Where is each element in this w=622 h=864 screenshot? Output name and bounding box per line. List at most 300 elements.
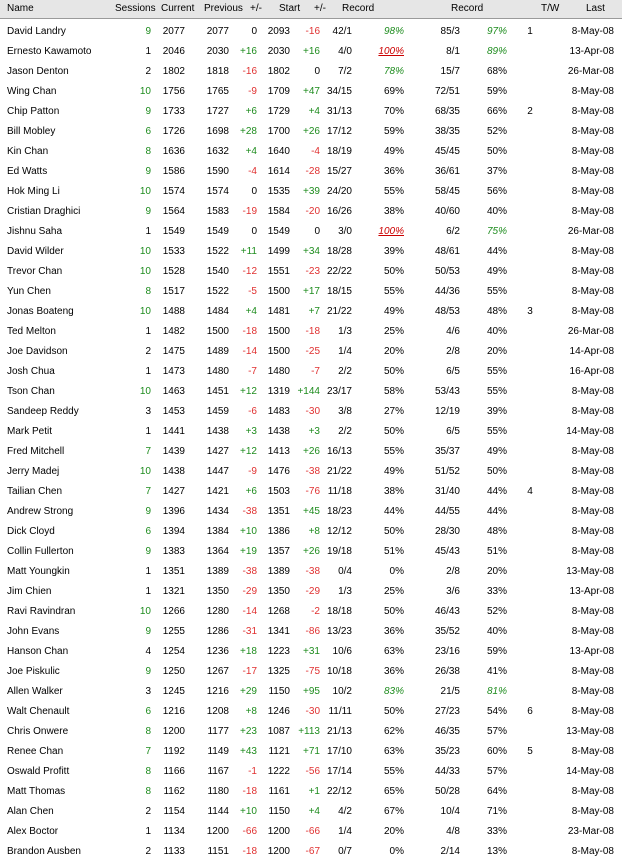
delta-cell: -7 [248,366,257,377]
table-row[interactable] [0,842,622,862]
overall-pct-cell: 44% [486,506,507,517]
delta-start-cell: -67 [305,846,320,857]
previous-rating-cell: 1350 [206,586,229,597]
start-rating-cell: 1357 [267,546,290,557]
table-row[interactable] [0,462,622,482]
sessions-cell: 7 [145,746,151,757]
current-rating-cell: 1756 [162,86,185,97]
overall-record-cell: 28/30 [434,526,460,537]
table-row[interactable] [0,542,622,562]
record-cell: 21/22 [326,466,352,477]
record-cell: 2/2 [338,366,352,377]
record-pct-cell: 50% [383,366,404,377]
current-rating-cell: 1802 [162,66,185,77]
sessions-cell: 4 [145,646,151,657]
last-played-cell: 8-May-08 [571,26,614,37]
record-cell: 3/8 [338,406,352,417]
previous-rating-cell: 1364 [206,546,229,557]
delta-cell: -6 [248,406,257,417]
player-name: Walt Chenault [7,706,70,717]
overall-record-cell: 8/1 [446,46,460,57]
player-name: Ravi Ravindran [7,606,76,617]
overall-pct-cell: 55% [486,286,507,297]
player-name: Ernesto Kawamoto [7,46,92,57]
col-header-tw[interactable]: T/W [541,3,560,14]
table-row[interactable] [0,682,622,702]
table-row[interactable] [0,562,622,582]
delta-cell: -66 [242,826,257,837]
tw-cell: 3 [527,306,533,317]
last-played-cell: 8-May-08 [571,306,614,317]
last-played-cell: 14-May-08 [566,766,614,777]
table-row[interactable] [0,702,622,722]
player-name: Cristian Draghici [7,206,81,217]
overall-pct-cell: 49% [486,266,507,277]
start-rating-cell: 1481 [267,306,290,317]
delta-start-cell: +7 [308,306,320,317]
table-row[interactable] [0,282,622,302]
last-played-cell: 8-May-08 [571,446,614,457]
table-row[interactable] [0,722,622,742]
table-row[interactable] [0,602,622,622]
overall-record-cell: 50/53 [434,266,460,277]
previous-rating-cell: 1540 [206,266,229,277]
player-name: Ed Watts [7,166,48,177]
overall-pct-cell: 41% [486,666,507,677]
col-header-name[interactable]: Name [7,3,34,14]
player-name: Jason Denton [7,66,69,77]
record-pct-cell: 38% [383,486,404,497]
record-cell: 34/15 [326,86,352,97]
overall-pct-cell: 52% [486,126,507,137]
current-rating-cell: 1255 [162,626,185,637]
overall-pct-cell: 37% [486,166,507,177]
tw-cell: 6 [527,706,533,717]
delta-start-cell: -4 [311,146,320,157]
overall-pct-cell: 81% [486,686,507,697]
table-row[interactable] [0,182,622,202]
player-name: David Landry [7,26,66,37]
delta-start-cell: 0 [314,66,320,77]
previous-rating-cell: 1765 [206,86,229,97]
last-played-cell: 26-Mar-08 [567,326,614,337]
last-played-cell: 8-May-08 [571,126,614,137]
current-rating-cell: 1574 [162,186,185,197]
current-rating-cell: 1133 [163,846,185,857]
record-pct-cell: 98% [383,26,404,37]
start-rating-cell: 1500 [267,346,290,357]
table-row[interactable] [0,822,622,842]
col-header-record[interactable]: Record [342,3,375,14]
player-name: Joe Piskulic [7,666,60,677]
current-rating-cell: 2046 [162,46,185,57]
col-header-delta-start[interactable]: +/- [314,3,326,14]
player-name: Hanson Chan [7,646,69,657]
table-row[interactable] [0,222,622,242]
delta-cell: +12 [240,446,257,457]
start-rating-cell: 1350 [267,586,290,597]
delta-start-cell: -66 [305,826,320,837]
previous-rating-cell: 1149 [207,746,229,757]
table-row[interactable] [0,522,622,542]
last-played-cell: 8-May-08 [571,506,614,517]
last-played-cell: 8-May-08 [571,266,614,277]
overall-record-cell: 6/5 [446,426,460,437]
overall-record-cell: 2/8 [446,346,460,357]
overall-record-cell: 85/3 [440,26,460,37]
start-rating-cell: 1246 [267,706,290,717]
overall-pct-cell: 49% [486,446,507,457]
last-played-cell: 8-May-08 [571,706,614,717]
table-row[interactable] [0,802,622,822]
col-header-last[interactable]: Last [586,3,605,14]
start-rating-cell: 1476 [267,466,290,477]
last-played-cell: 16-Apr-08 [569,366,614,377]
table-row[interactable] [0,22,622,42]
sessions-cell: 10 [139,466,151,477]
record-cell: 42/1 [332,26,352,37]
overall-pct-cell: 20% [486,566,507,577]
overall-pct-cell: 40% [486,206,507,217]
overall-record-cell: 35/52 [434,626,460,637]
overall-pct-cell: 68% [486,66,507,77]
sessions-cell: 8 [145,726,151,737]
table-row[interactable] [0,302,622,322]
table-row[interactable] [0,382,622,402]
record-cell: 17/10 [326,746,352,757]
delta-cell: -4 [248,166,257,177]
current-rating-cell: 1134 [163,826,185,837]
last-played-cell: 8-May-08 [571,686,614,697]
table-row[interactable] [0,362,622,382]
record-pct-cell: 55% [383,186,404,197]
record-cell: 18/28 [326,246,352,257]
player-name: Jerry Madej [7,466,60,477]
overall-record-cell: 2/14 [440,846,460,857]
last-played-cell: 13-May-08 [566,566,614,577]
player-name: Matt Youngkin [7,566,70,577]
last-played-cell: 8-May-08 [571,486,614,497]
table-row[interactable] [0,582,622,602]
delta-cell: 0 [251,26,257,37]
overall-record-cell: 3/6 [446,586,460,597]
last-played-cell: 13-Apr-08 [569,646,614,657]
table-row[interactable] [0,622,622,642]
start-rating-cell: 1480 [267,366,290,377]
col-header-current[interactable]: Current [161,3,195,14]
previous-rating-cell: 1500 [206,326,229,337]
player-name: Josh Chua [7,366,55,377]
delta-start-cell: +16 [303,46,320,57]
record-cell: 16/13 [326,446,352,457]
last-played-cell: 8-May-08 [571,286,614,297]
overall-record-cell: 38/35 [434,126,460,137]
record-cell: 24/20 [326,186,352,197]
overall-pct-cell: 20% [486,346,507,357]
record-pct-cell: 0% [389,846,404,857]
player-name: Oswald Profitt [7,766,70,777]
start-rating-cell: 1222 [267,766,290,777]
table-row[interactable] [0,782,622,802]
record-cell: 21/13 [326,726,352,737]
table-row[interactable] [0,502,622,522]
record-pct-cell: 25% [383,586,404,597]
delta-cell: +18 [240,646,257,657]
record-pct-cell: 55% [383,766,404,777]
sessions-cell: 6 [145,706,151,717]
last-played-cell: 8-May-08 [571,406,614,417]
current-rating-cell: 1427 [162,486,185,497]
table-row[interactable] [0,742,622,762]
table-row[interactable] [0,202,622,222]
delta-cell: -5 [248,286,257,297]
table-row[interactable] [0,442,622,462]
col-header-previous[interactable]: Previous [204,3,243,14]
delta-start-cell: +95 [303,686,320,697]
previous-rating-cell: 1574 [206,186,229,197]
overall-record-cell: 46/43 [434,606,460,617]
start-rating-cell: 1319 [267,386,290,397]
record-pct-cell: 36% [383,166,404,177]
delta-cell: +3 [245,426,257,437]
sessions-cell: 9 [145,626,151,637]
record-pct-cell: 50% [383,266,404,277]
delta-cell: +10 [240,526,257,537]
sessions-cell: 6 [145,126,151,137]
table-row[interactable] [0,42,622,62]
start-rating-cell: 1700 [267,126,290,137]
overall-record-cell: 26/38 [434,666,460,677]
record-pct-cell: 67% [383,806,404,817]
record-cell: 2/2 [338,426,352,437]
delta-start-cell: -28 [305,166,320,177]
player-name: Kin Chan [7,146,49,157]
player-name: Sandeep Reddy [7,406,79,417]
delta-start-cell: -16 [305,26,320,37]
table-row[interactable] [0,402,622,422]
table-row[interactable] [0,62,622,82]
delta-start-cell: -29 [305,586,320,597]
sessions-cell: 10 [139,86,151,97]
sessions-cell: 10 [139,306,151,317]
table-row[interactable] [0,262,622,282]
sessions-cell: 1 [145,366,151,377]
table-row[interactable] [0,482,622,502]
overall-record-cell: 44/55 [434,506,460,517]
start-rating-cell: 1729 [267,106,290,117]
record-pct-cell: 36% [383,666,404,677]
previous-rating-cell: 1698 [206,126,229,137]
sessions-cell: 7 [145,446,151,457]
player-name: Tson Chan [7,386,55,397]
current-rating-cell: 1533 [162,246,185,257]
record-pct-cell: 50% [383,426,404,437]
overall-record-cell: 48/53 [434,306,460,317]
last-played-cell: 8-May-08 [571,806,614,817]
overall-record-cell: 51/52 [434,466,460,477]
start-rating-cell: 2030 [267,46,290,57]
table-row[interactable] [0,242,622,262]
sessions-cell: 8 [145,286,151,297]
table-row[interactable] [0,342,622,362]
current-rating-cell: 1200 [162,726,185,737]
overall-record-cell: 53/43 [434,386,460,397]
record-cell: 1/4 [338,346,352,357]
overall-record-cell: 12/19 [434,406,460,417]
col-header-delta[interactable]: +/- [250,3,262,14]
last-played-cell: 8-May-08 [571,206,614,217]
current-rating-cell: 1488 [162,306,185,317]
previous-rating-cell: 1421 [206,486,229,497]
current-rating-cell: 1439 [162,446,185,457]
delta-start-cell: +39 [303,186,320,197]
col-header-sessions[interactable]: Sessions [115,3,156,14]
overall-pct-cell: 40% [486,326,507,337]
table-row[interactable] [0,422,622,442]
delta-start-cell: +26 [303,546,320,557]
delta-cell: +29 [240,686,257,697]
start-rating-cell: 1802 [267,66,290,77]
record-pct-cell: 62% [383,726,404,737]
start-rating-cell: 1640 [267,146,290,157]
overall-pct-cell: 55% [486,386,507,397]
tw-cell: 4 [527,486,533,497]
sessions-cell: 2 [145,66,151,77]
player-name: Chip Patton [7,106,60,117]
player-name: Renee Chan [7,746,64,757]
current-rating-cell: 1463 [162,386,185,397]
current-rating-cell: 1396 [162,506,185,517]
record-cell: 16/26 [326,206,352,217]
previous-rating-cell: 1280 [206,606,229,617]
start-rating-cell: 2093 [267,26,290,37]
delta-cell: -18 [242,786,257,797]
start-rating-cell: 1389 [267,566,290,577]
overall-record-cell: 31/40 [434,486,460,497]
current-rating-cell: 1475 [162,346,185,357]
delta-cell: 0 [251,226,257,237]
sessions-cell: 2 [145,346,151,357]
table-row[interactable] [0,762,622,782]
record-pct-cell: 44% [383,506,404,517]
current-rating-cell: 1166 [163,766,185,777]
col-header-record-overall[interactable]: Record [451,3,484,14]
delta-cell: +16 [240,46,257,57]
table-row[interactable] [0,662,622,682]
record-cell: 1/3 [338,586,352,597]
last-played-cell: 8-May-08 [571,106,614,117]
record-cell: 1/3 [338,326,352,337]
start-rating-cell: 1351 [267,506,290,517]
overall-pct-cell: 50% [486,466,507,477]
record-cell: 18/23 [326,506,352,517]
record-cell: 17/14 [326,766,352,777]
previous-rating-cell: 1489 [206,346,229,357]
record-cell: 3/0 [338,226,352,237]
current-rating-cell: 1438 [162,466,185,477]
current-rating-cell: 1254 [162,646,185,657]
sessions-cell: 9 [145,26,151,37]
previous-rating-cell: 1522 [206,286,229,297]
start-rating-cell: 1150 [268,686,290,697]
previous-rating-cell: 1144 [207,806,229,817]
last-played-cell: 8-May-08 [571,246,614,257]
overall-pct-cell: 59% [486,86,507,97]
overall-record-cell: 58/45 [434,186,460,197]
current-rating-cell: 1351 [162,566,185,577]
table-row[interactable] [0,122,622,142]
previous-rating-cell: 1583 [206,206,229,217]
delta-cell: -18 [242,846,257,857]
delta-cell: 0 [251,186,257,197]
overall-pct-cell: 40% [486,626,507,637]
current-rating-cell: 1586 [162,166,185,177]
delta-start-cell: -86 [305,626,320,637]
record-pct-cell: 63% [383,746,404,757]
overall-record-cell: 45/45 [434,146,460,157]
table-row[interactable] [0,102,622,122]
delta-start-cell: -7 [311,366,320,377]
overall-record-cell: 44/33 [434,766,460,777]
current-rating-cell: 1162 [163,786,185,797]
player-name: Dick Cloyd [7,526,55,537]
previous-rating-cell: 1590 [206,166,229,177]
start-rating-cell: 1268 [267,606,290,617]
delta-start-cell: +45 [303,506,320,517]
record-cell: 13/23 [326,626,352,637]
table-row[interactable] [0,322,622,342]
current-rating-cell: 1549 [162,226,185,237]
sessions-cell: 1 [145,586,151,597]
delta-cell: -1 [248,766,257,777]
record-pct-cell: 65% [383,786,404,797]
start-rating-cell: 1549 [267,226,290,237]
player-name: Allen Walker [7,686,63,697]
start-rating-cell: 1341 [267,626,290,637]
current-rating-cell: 1245 [162,686,185,697]
overall-pct-cell: 55% [486,366,507,377]
overall-record-cell: 35/23 [434,746,460,757]
table-row[interactable] [0,82,622,102]
table-row[interactable] [0,162,622,182]
overall-record-cell: 15/7 [440,66,460,77]
overall-pct-cell: 71% [486,806,507,817]
delta-cell: -17 [242,666,257,677]
record-pct-cell: 70% [383,106,404,117]
overall-record-cell: 48/61 [434,246,460,257]
col-header-start[interactable]: Start [279,3,301,14]
table-row[interactable] [0,142,622,162]
player-name: Joe Davidson [7,346,68,357]
delta-start-cell: -75 [305,666,320,677]
record-cell: 7/2 [338,66,352,77]
start-rating-cell: 1614 [267,166,290,177]
overall-record-cell: 44/36 [434,286,460,297]
overall-record-cell: 72/51 [434,86,460,97]
record-cell: 1/4 [338,826,352,837]
overall-record-cell: 27/23 [434,706,460,717]
record-pct-cell: 20% [383,346,404,357]
last-played-cell: 8-May-08 [571,166,614,177]
player-name: Chris Onwere [7,726,69,737]
overall-pct-cell: 33% [486,826,507,837]
overall-pct-cell: 48% [486,526,507,537]
delta-start-cell: +3 [308,426,320,437]
start-rating-cell: 1483 [267,406,290,417]
record-pct-cell: 55% [383,446,404,457]
overall-record-cell: 50/28 [434,786,460,797]
table-row[interactable] [0,642,622,662]
